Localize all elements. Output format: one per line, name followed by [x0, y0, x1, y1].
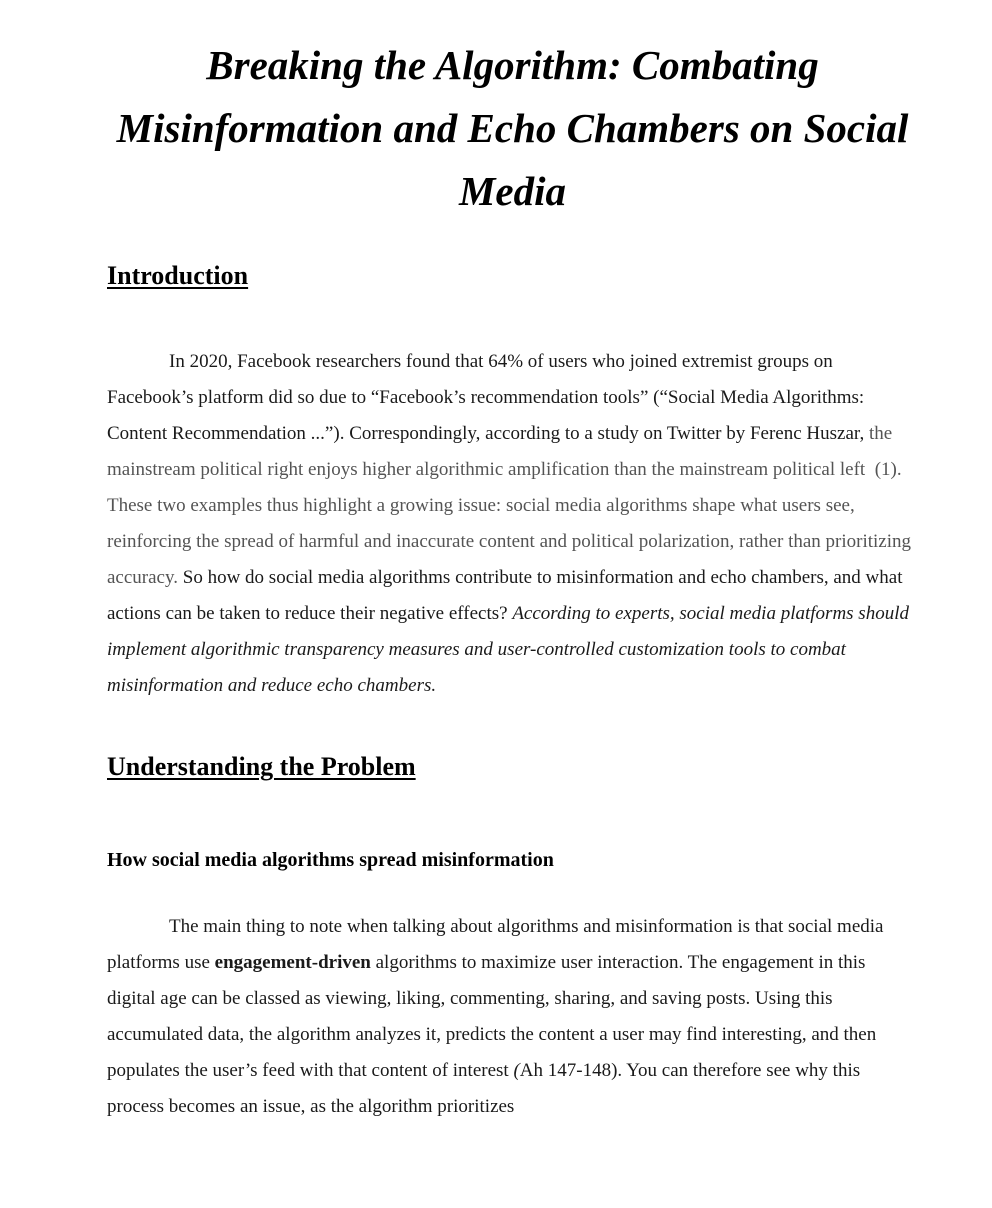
- section-heading-understanding-the-problem: Understanding the Problem: [107, 752, 416, 781]
- section-heading-introduction: Introduction: [107, 261, 249, 290]
- text-run: In 2020, Facebook researchers found that 64% of users who joined extremist groups on Facebook’s platform did so due to “Facebook’s recommendation tools” (“Social Media Algorithms: Content Recommendation ...”). Correspondingly, according to a study on Twitter by Ferenc Huszar,: [107, 351, 869, 444]
- document-title: Breaking the Algorithm: Combating Misinformation and Echo Chambers on Social Media: [116, 42, 909, 214]
- text-run: the mainstream political right enjoys higher algorithmic amplification than the mainstream political left (1). These two examples thus highlight a growing issue: social media algorithms shape what users see, reinforcing the spread of harmful and inaccurate content and political polarization, rather than prioritizing accuracy.: [107, 423, 916, 588]
- text-run: (: [513, 1060, 520, 1081]
- text-run: So how do social media algorithms contribute to misinformation and echo chambers, and what actions can be taken to reduce their negative effects?: [107, 567, 908, 624]
- text-run: engagement-driven: [214, 952, 371, 973]
- text-run: According to experts, social media platforms should implement algorithmic transparency measures and user-controlled customization tools to combat misinformation and reduce echo chambers.: [107, 603, 914, 696]
- text-run: algorithms to maximize user interaction. The engagement in this digital age can be classed as viewing, liking, commenting, sharing, and saving posts. Using this accumulated data, the algorithm analyzes it, predicts the content a user may find interesting, and then populates the user’s feed with that content of interest: [107, 952, 881, 1081]
- problem-paragraph: [107, 909, 918, 1125]
- text-run: Ah 147-148). You can therefore see why this process becomes an issue, as the algorithm prioritizes: [107, 1060, 865, 1117]
- text-run: The main thing to note when talking about algorithms and misinformation is that social media platforms use: [107, 916, 889, 973]
- subsection-heading-how-algorithms-spread-misinformation: How social media algorithms spread misinformation: [107, 849, 554, 871]
- intro-paragraph: [107, 344, 918, 704]
